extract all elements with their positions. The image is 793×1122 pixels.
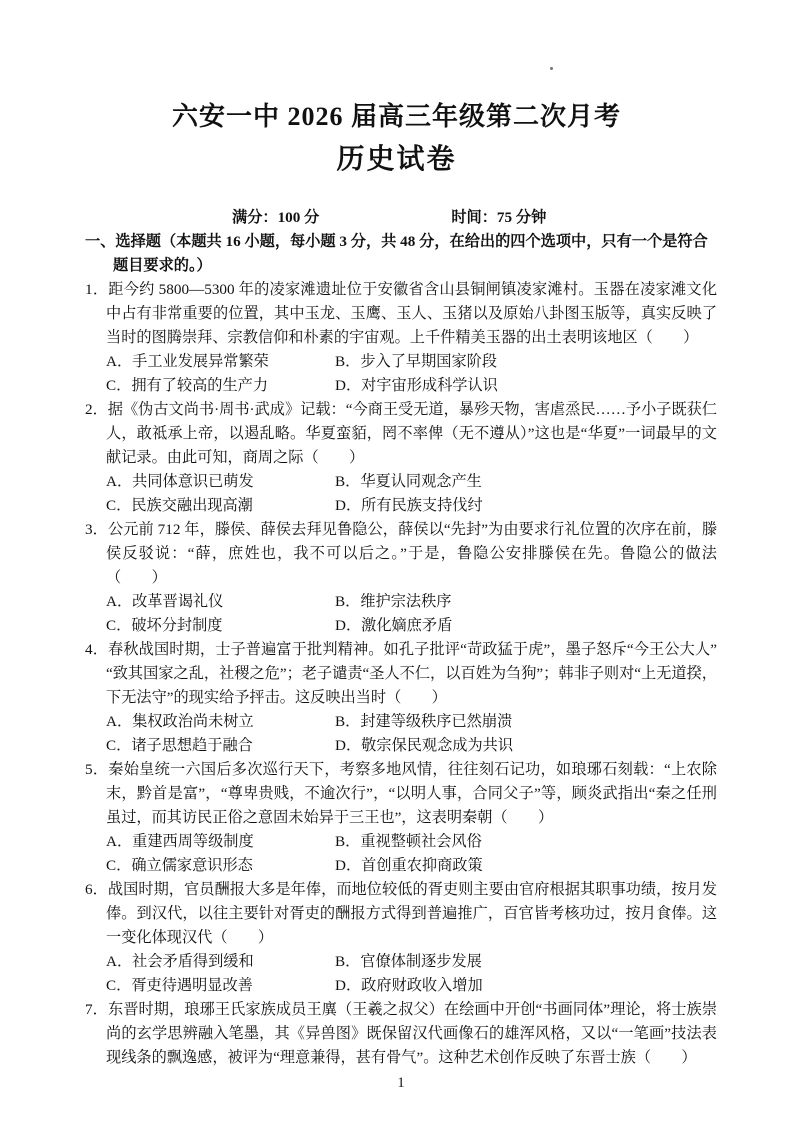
question-number: 3． [85,521,108,538]
question-text: 距今约 5800—5300 年的凌家滩遗址位于安徽省含山县铜闸镇凌家滩村。玉器在凌家滩文化中占有非常重要的位置，其中玉龙、玉鹰、玉人、玉猪以及原始八卦图玉版等，真实反映了当时的图腾崇拜、宗教信仰和朴素的宇宙观。上千件精美玉器的出土表明该地区（ ） [106,281,718,346]
option-a: A．共同体意识已萌发 [106,473,254,490]
option-a: A．集权政治尚未树立 [106,713,254,730]
question-options [85,470,717,518]
question-text: 春秋战国时期，士子普遍富于批判精神。如孔子批评“苛政猛于虎”，墨子怒斥“今王公大人”“致其国家之乱，社稷之危”；老子谴责“圣人不仁，以百姓为刍狗”；韩非子则对“上无道揆，下无法守”的现实给予抨击。这反映出当时（ ） [106,641,718,706]
option-b: B．维护宗法秩序 [335,593,452,610]
time-limit-label: 时间：75 分钟 [451,209,547,226]
question-3 [85,518,717,638]
option-b: B．步入了早期国家阶段 [335,353,498,370]
option-b: B．华夏认同观念产生 [335,473,482,490]
section-heading: 一、选择题（本题共 16 小题，每小题 3 分，共 48 分，在给出的四个选项中，只有一个是符合题目要求的。） [85,233,708,274]
question-7 [85,998,717,1070]
question-stem [85,638,717,710]
question-number: 6． [85,881,108,898]
option-c: C．诸子思想趋于融合 [106,737,253,754]
question-text: 战国时期，官员酬报大多是年俸，而地位较低的胥吏则主要由官府根据其职事功绩，按月发俸。到汉代，以往主要针对胥吏的酬报方式得到普遍推广，百官皆考核功过，按月食俸。这一变化体现汉代（ ） [106,881,718,946]
stray-mark [550,67,553,70]
question-stem [85,518,717,590]
question-6 [85,878,717,998]
question-options [85,350,717,398]
question-stem [85,278,717,350]
question-number: 2． [85,401,108,418]
question-options [85,950,717,998]
question-text: 据《伪古文尚书·周书·武成》记载：“今商王受无道，暴殄天物，害虐烝民……予小子既获仁人，敢祗承上帝，以遏乱略。华夏蛮貊，罔不率俾（无不遵从）”这也是“华夏”一词最早的文献记录。由此可知，商周之际（ ） [106,401,718,466]
question-number: 1． [85,281,109,298]
question-2 [85,398,717,518]
option-d: D．首创重农抑商政策 [335,857,483,874]
option-d: D．所有民族支持伐纣 [335,497,483,514]
option-b: B．重视整顿社会风俗 [335,833,482,850]
question-5 [85,758,717,878]
option-d: D．对宇宙形成科学认识 [335,377,498,394]
question-number: 4． [85,641,109,658]
option-c: C．民族交融出现高潮 [106,497,253,514]
exam-body [85,206,717,1094]
option-b: B．封建等级秩序已然崩溃 [335,713,513,730]
question-stem [85,758,717,830]
exam-meta [85,206,717,230]
question-4 [85,638,717,758]
question-options [85,590,717,638]
option-c: C．胥吏待遇明显改善 [106,977,253,994]
option-b: B．官僚体制逐步发展 [335,953,482,970]
option-d: D．敬宗保民观念成为共识 [335,737,514,754]
option-a: A．改革晋谒礼仪 [106,593,224,610]
option-a: A．手工业发展异常繁荣 [106,353,269,370]
option-d: D．政府财政收入增加 [335,977,483,994]
question-text: 东晋时期，琅琊王氏家族成员王廙（王羲之叔父）在绘画中开创“书画同体”理论，将士族崇尚的玄学思辨融入笔墨，其《异兽图》既保留汉代画像石的雄浑风格，又以“一笔画”技法表现线条的飘逸感，被评为“理意兼得，甚有骨气”。这种艺术创作反映了东晋士族（ ） [106,1001,718,1066]
question-stem [85,998,717,1070]
question-stem [85,878,717,950]
option-a: A．重建西周等级制度 [106,833,254,850]
question-text: 秦始皇统一六国后多次巡行天下，考察多地风情，往往刻石记功，如琅琊石刻载：“上农除末，黔首是富”，“尊卑贵贱，不逾次行”，“以明人事，合同父子”等，顾炎武指出“秦之任刑虽过，而其访民正俗之意固未始异于三王也”，这表明秦朝（ ） [106,761,717,826]
page-number: 1 [397,1075,405,1091]
option-a: A．社会矛盾得到缓和 [106,953,254,970]
option-d: D．激化嫡庶矛盾 [335,617,453,634]
full-marks-label: 满分：100 分 [232,209,320,226]
subject-title: 历史试卷 [336,144,457,175]
question-text: 公元前 712 年，滕侯、薛侯去拜见鲁隐公，薛侯以“先封”为由要求行礼位置的次序在前，滕侯反驳说：“薛，庶姓也，我不可以后之。”于是，鲁隐公安排滕侯在先。鲁隐公的做法（ ） [106,521,718,586]
question-number: 5． [85,761,109,778]
question-options [85,830,717,878]
question-options [85,710,717,758]
question-stem [85,398,717,470]
option-c: C．确立儒家意识形态 [106,857,253,874]
question-1 [85,278,717,398]
question-number: 7． [85,1001,108,1018]
exam-title: 六安一中 2026 届高三年级第二次月考 [171,102,621,131]
option-c: C．拥有了较高的生产力 [106,377,269,394]
option-c: C．破坏分封制度 [106,617,223,634]
